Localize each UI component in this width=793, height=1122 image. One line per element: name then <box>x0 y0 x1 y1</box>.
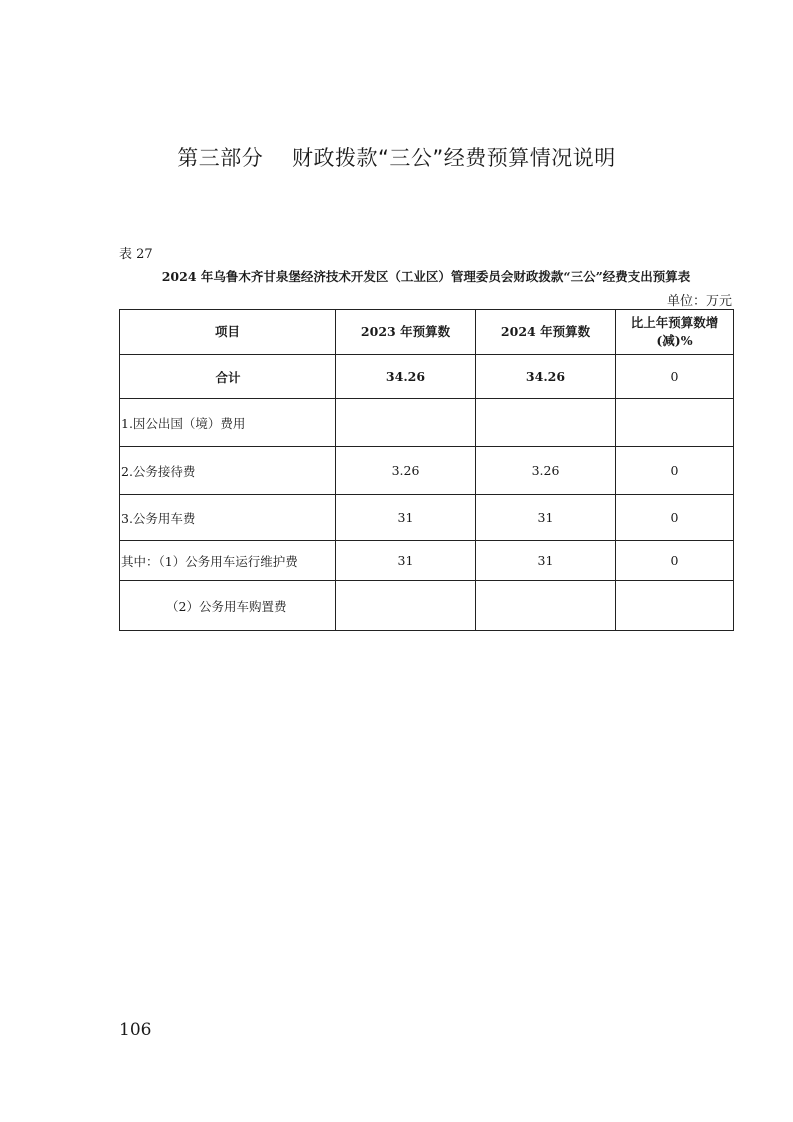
table-row <box>120 541 734 581</box>
row-item: 1.因公出国（境）费用 <box>120 399 336 447</box>
row-change: 0 <box>616 541 734 581</box>
row-change <box>616 581 734 631</box>
table-row <box>120 495 734 541</box>
header-2024: 2024 年预算数 <box>476 310 616 355</box>
row-item: 3.公务用车费 <box>120 495 336 541</box>
row-2023 <box>336 399 476 447</box>
section-title: 第三部分 财政拨款“三公”经费预算情况说明 <box>177 146 616 170</box>
header-2023: 2023 年预算数 <box>336 310 476 355</box>
row-2023: 31 <box>336 495 476 541</box>
row-2024: 31 <box>476 495 616 541</box>
row-2023 <box>336 581 476 631</box>
unit-label: 单位：万元 <box>666 294 732 309</box>
row-2024: 31 <box>476 541 616 581</box>
row-change: 0 <box>616 447 734 495</box>
table-header-row <box>120 310 734 355</box>
row-item: （2）公务用车购置费 <box>120 581 336 631</box>
row-2024: 34.26 <box>476 355 616 399</box>
table-row <box>120 581 734 631</box>
row-item: 2.公务接待费 <box>120 447 336 495</box>
row-item: 其中：（1）公务用车运行维护费 <box>120 541 336 581</box>
header-item: 项目 <box>120 310 336 355</box>
row-2023: 31 <box>336 541 476 581</box>
page-number: 106 <box>119 1020 152 1040</box>
row-2023: 3.26 <box>336 447 476 495</box>
budget-table <box>119 309 734 631</box>
row-item: 合计 <box>120 355 336 399</box>
row-change <box>616 399 734 447</box>
row-2024 <box>476 399 616 447</box>
row-2024 <box>476 581 616 631</box>
row-2023: 34.26 <box>336 355 476 399</box>
row-2024: 3.26 <box>476 447 616 495</box>
table-row <box>120 399 734 447</box>
table-number: 表 27 <box>119 247 153 262</box>
header-change: 比上年预算数增(减)% <box>616 310 734 355</box>
row-change: 0 <box>616 355 734 399</box>
table-row <box>120 447 734 495</box>
table-title: 2024 年乌鲁木齐甘泉堡经济技术开发区（工业区）管理委员会财政拨款“三公”经费支出预算表 <box>161 269 691 284</box>
table-row-total <box>120 355 734 399</box>
row-change: 0 <box>616 495 734 541</box>
